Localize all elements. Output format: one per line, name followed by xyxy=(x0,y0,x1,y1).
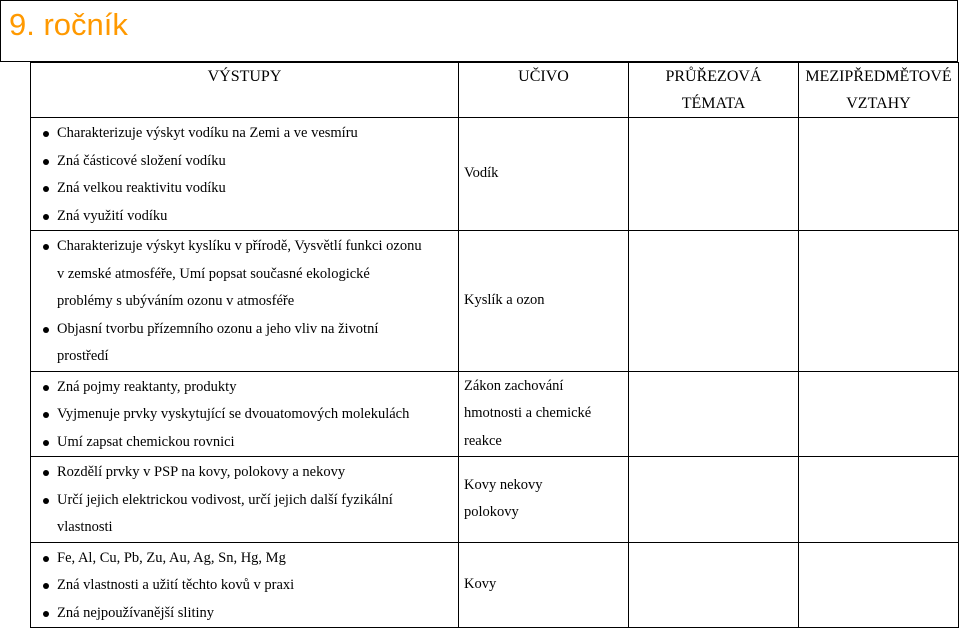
outcome-text: Zná nejpoužívanější slitiny xyxy=(57,604,215,621)
outcomes-cell xyxy=(31,231,459,372)
outcome-text: Charakterizuje výskyt vodíku na Zemi a ve vesmíru xyxy=(57,125,358,141)
bullet-icon xyxy=(43,327,49,333)
table-row xyxy=(31,371,959,457)
curriculum-table xyxy=(30,62,959,628)
outcome-text: Umí zapsat chemickou rovnici xyxy=(57,433,235,450)
cross-curricular-cell xyxy=(629,542,799,628)
title-bar xyxy=(0,0,958,62)
topic-line: Kyslík a ozon xyxy=(464,292,545,308)
cross-curricular-cell xyxy=(629,231,799,372)
topic-cell xyxy=(459,457,629,543)
interdisciplinary-cell xyxy=(799,457,959,543)
outcome-item xyxy=(41,600,458,628)
bullet-icon xyxy=(43,214,49,220)
cross-curricular-cell xyxy=(629,118,799,231)
topic-line: Kovy xyxy=(464,576,497,592)
interdisciplinary-cell xyxy=(799,371,959,457)
outcomes-cell xyxy=(31,371,459,457)
outcome-continuation: v zemské atmosféře, Umí popsat současné ekologické xyxy=(57,265,370,282)
outcome-continuation: prostředí xyxy=(57,348,109,364)
interdisciplinary-cell xyxy=(799,118,959,231)
outcome-text: Vyjmenuje prvky vyskytující se dvouatomových molekulách xyxy=(57,406,410,422)
bullet-icon xyxy=(43,385,49,391)
table-row xyxy=(31,231,959,372)
outcome-text: Zná vlastnosti a užití těchto kovů v praxi xyxy=(57,577,295,593)
topic-line: Zákon zachování xyxy=(464,377,564,394)
header-vystupy: VÝSTUPY xyxy=(31,63,459,118)
outcome-text: Zná pojmy reaktanty, produkty xyxy=(57,378,237,395)
outcomes-cell xyxy=(31,118,459,231)
outcome-text: Objasní tvorbu přízemního ozonu a jeho vliv na životní xyxy=(57,320,379,337)
outcome-continuation: problémy s ubýváním ozonu v atmosféře xyxy=(57,293,295,309)
topic-cell xyxy=(459,542,629,628)
outcome-text: Určí jejich elektrickou vodivost, určí jejich další fyzikální xyxy=(57,491,393,508)
outcome-item xyxy=(41,401,458,429)
outcome-item xyxy=(41,120,458,148)
bullet-icon xyxy=(43,244,49,250)
outcome-item xyxy=(41,316,458,344)
topic-line: reakce xyxy=(464,432,502,449)
bullet-icon xyxy=(43,583,49,589)
outcome-text: Zná velkou reaktivitu vodíku xyxy=(57,180,226,196)
page-title: 9. ročník xyxy=(9,7,128,42)
outcome-item xyxy=(41,545,458,573)
outcome-item xyxy=(41,459,458,487)
outcome-text: Zná částicové složení vodíku xyxy=(57,152,226,169)
outcome-text: Rozdělí prvky v PSP na kovy, polokovy a nekovy xyxy=(57,464,346,480)
bullet-icon xyxy=(43,556,49,562)
interdisciplinary-cell xyxy=(799,231,959,372)
topic-line: hmotnosti a chemické xyxy=(464,405,592,421)
bullet-icon xyxy=(43,611,49,617)
topic-line: Vodík xyxy=(464,165,499,182)
outcome-item xyxy=(41,374,458,402)
topic-line: polokovy xyxy=(464,504,519,521)
header-prurezova-temata: PRŮŘEZOVÁ TÉMATA xyxy=(629,63,799,118)
header-mezipredmetove-vztahy: MEZIPŘEDMĚTOVÉ VZTAHY xyxy=(799,63,959,118)
outcome-item xyxy=(41,203,458,231)
header-ucivo: UČIVO xyxy=(459,63,629,118)
topic-line: Kovy nekovy xyxy=(464,476,543,493)
topic-cell xyxy=(459,371,629,457)
outcome-item xyxy=(41,233,458,261)
table-row xyxy=(31,457,959,543)
outcome-text: Charakterizuje výskyt kyslíku v přírodě, Vysvětlí funkci ozonu xyxy=(57,238,422,254)
bullet-icon xyxy=(43,498,49,504)
outcome-item xyxy=(41,487,458,515)
outcome-item xyxy=(41,175,458,203)
table-row xyxy=(31,118,959,231)
bullet-icon xyxy=(43,186,49,192)
outcomes-cell xyxy=(31,457,459,543)
outcome-item xyxy=(41,429,458,457)
bullet-icon xyxy=(43,470,49,476)
bullet-icon xyxy=(43,131,49,137)
interdisciplinary-cell xyxy=(799,542,959,628)
outcome-text: Fe, Al, Cu, Pb, Zu, Au, Ag, Sn, Hg, Mg xyxy=(57,549,286,566)
bullet-icon xyxy=(43,159,49,165)
table-row xyxy=(31,542,959,628)
outcome-continuation: vlastnosti xyxy=(57,519,113,535)
bullet-icon xyxy=(43,412,49,418)
bullet-icon xyxy=(43,440,49,446)
outcome-item xyxy=(41,148,458,176)
cross-curricular-cell xyxy=(629,371,799,457)
topic-cell xyxy=(459,118,629,231)
outcome-item xyxy=(41,572,458,600)
outcome-text: Zná využití vodíku xyxy=(57,207,168,224)
header-row xyxy=(31,63,959,118)
topic-cell xyxy=(459,231,629,372)
cross-curricular-cell xyxy=(629,457,799,543)
outcomes-cell xyxy=(31,542,459,628)
